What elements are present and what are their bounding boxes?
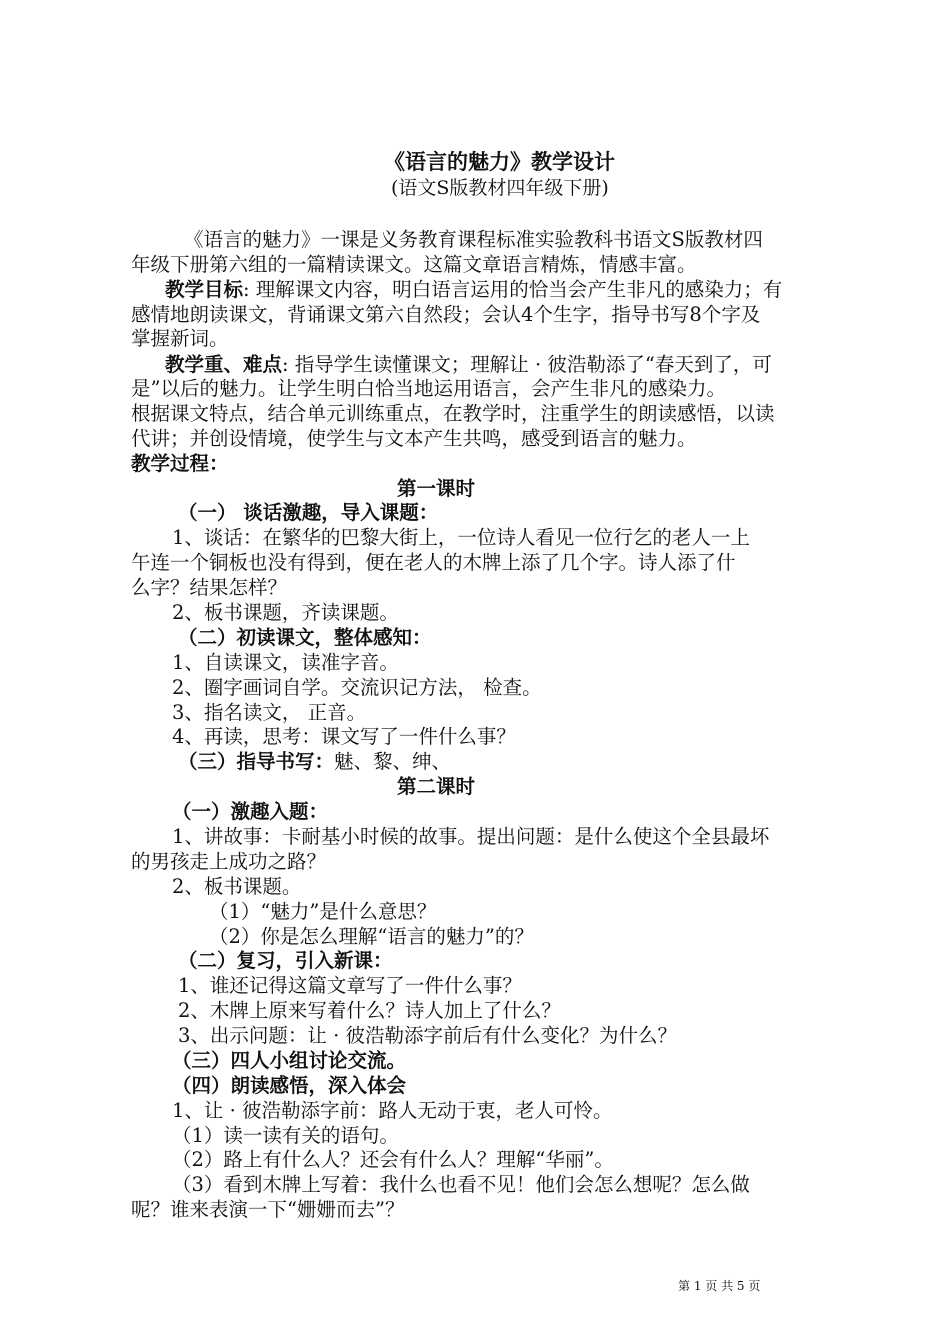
list-item: 3、出示问题：让 · 彼浩勒添字前后有什么变化？为什么？ <box>178 1024 678 1047</box>
focus-text: : 指导学生读懂课文；理解让 · 彼浩勒添了“春天到了，可 <box>282 353 772 376</box>
lesson2-section1-heading: （一）激趣入题： <box>172 800 329 823</box>
list-item: （1）读一读有关的语句。 <box>172 1124 399 1147</box>
goals-line: 掌握新词。 <box>131 327 229 350</box>
list-item: 1、自读课文，读准字音。 <box>172 651 399 674</box>
page-footer: 第 1 页 共 5 页 <box>678 1279 761 1293</box>
paragraph-line: 1、谈话：在繁华的巴黎大街上，一位诗人看见一位行乞的老人一上 <box>172 526 750 549</box>
lesson1-section2-heading: （二）初读课文，整体感知： <box>178 626 432 649</box>
lesson2-section2-heading: （二）复习，引入新课： <box>178 949 393 972</box>
list-item: 4、再读，思考：课文写了一件什么事？ <box>172 725 516 748</box>
goals-line <box>165 278 782 302</box>
intro-line: 《语言的魅力》一课是义务教育课程标准实验教科书语文S版教材四 <box>184 228 763 251</box>
lesson1-heading: 第一课时 <box>397 477 476 500</box>
sub-item: （1）“魅力”是什么意思？ <box>209 900 437 923</box>
paragraph-line: 午连一个铜板也没有得到，便在老人的木牌上添了几个字。诗人添了什 <box>131 551 736 574</box>
focus-line: 是”以后的魅力。让学生明白恰当地运用语言，会产生非凡的感染力。 <box>131 377 726 400</box>
list-item: 2、圈字画词自学。交流识记方法， 检查。 <box>172 676 542 699</box>
list-item: 2、木牌上原来写着什么？诗人加上了什么？ <box>178 999 561 1022</box>
paragraph-line: 2、板书课题，齐读课题。 <box>172 601 399 624</box>
focus-label: 教学重、难点 <box>165 353 283 376</box>
goals-text: : 理解课文内容，明白语言运用的恰当会产生非凡的感染力；有 <box>243 278 783 301</box>
list-item: 1、让 · 彼浩勒添字前：路人无动于衷，老人可怜。 <box>172 1099 613 1122</box>
sub-item: （2）你是怎么理解“语言的魅力”的？ <box>209 925 534 948</box>
lesson2-section4-heading: （四）朗读感悟，深入体会 <box>172 1074 407 1097</box>
lesson1-section3-heading: （三）指导书写： <box>178 750 335 773</box>
paragraph-line: 1、讲故事：卡耐基小时候的故事。提出问题：是什么使这个全县最坏 <box>172 825 770 848</box>
process-heading: 教学过程： <box>131 452 229 475</box>
paragraph-line: 的男孩走上成功之路？ <box>131 850 327 873</box>
list-item: 3、指名读文， 正音。 <box>172 701 367 724</box>
document-subtitle: (语文S版教材四年级下册) <box>391 177 609 199</box>
focus-line: 代讲；并创设情境，使学生与文本产生共鸣，感受到语言的魅力。 <box>131 427 697 450</box>
lesson2-heading: 第二课时 <box>397 775 476 798</box>
list-item: （3）看到木牌上写着：我什么也看不见！他们会怎么想呢？怎么做 <box>172 1173 750 1196</box>
goals-line: 感情地朗读课文，背诵课文第六自然段；会认4个生字，指导书写8个字及 <box>131 303 761 326</box>
document-title: 《语言的魅力》教学设计 <box>384 150 615 174</box>
paragraph-line: 2、板书课题。 <box>172 875 302 898</box>
list-item: 呢？谁来表演一下“姗姗而去”？ <box>131 1198 405 1221</box>
focus-line <box>165 353 772 377</box>
intro-line: 年级下册第六组的一篇精读课文。这篇文章语言精炼，情感丰富。 <box>131 253 697 276</box>
lesson1-section1-heading: （一） 谈话激趣，导入课题： <box>178 501 439 524</box>
paragraph-line: 么字？结果怎样？ <box>131 576 288 599</box>
list-item: （2）路上有什么人？还会有什么人？理解“华丽”。 <box>172 1148 614 1171</box>
goals-label: 教学目标 <box>165 278 244 301</box>
lesson1-section3-line <box>178 750 451 774</box>
list-item: 1、谁还记得这篇文章写了一件什么事？ <box>178 974 522 997</box>
writing-characters: 魅、黎、绅、 <box>334 750 452 773</box>
focus-line: 根据课文特点，结合单元训练重点，在教学时，注重学生的朗读感悟，以读 <box>131 402 775 425</box>
lesson2-section3-heading: （三）四人小组讨论交流。 <box>172 1049 407 1072</box>
